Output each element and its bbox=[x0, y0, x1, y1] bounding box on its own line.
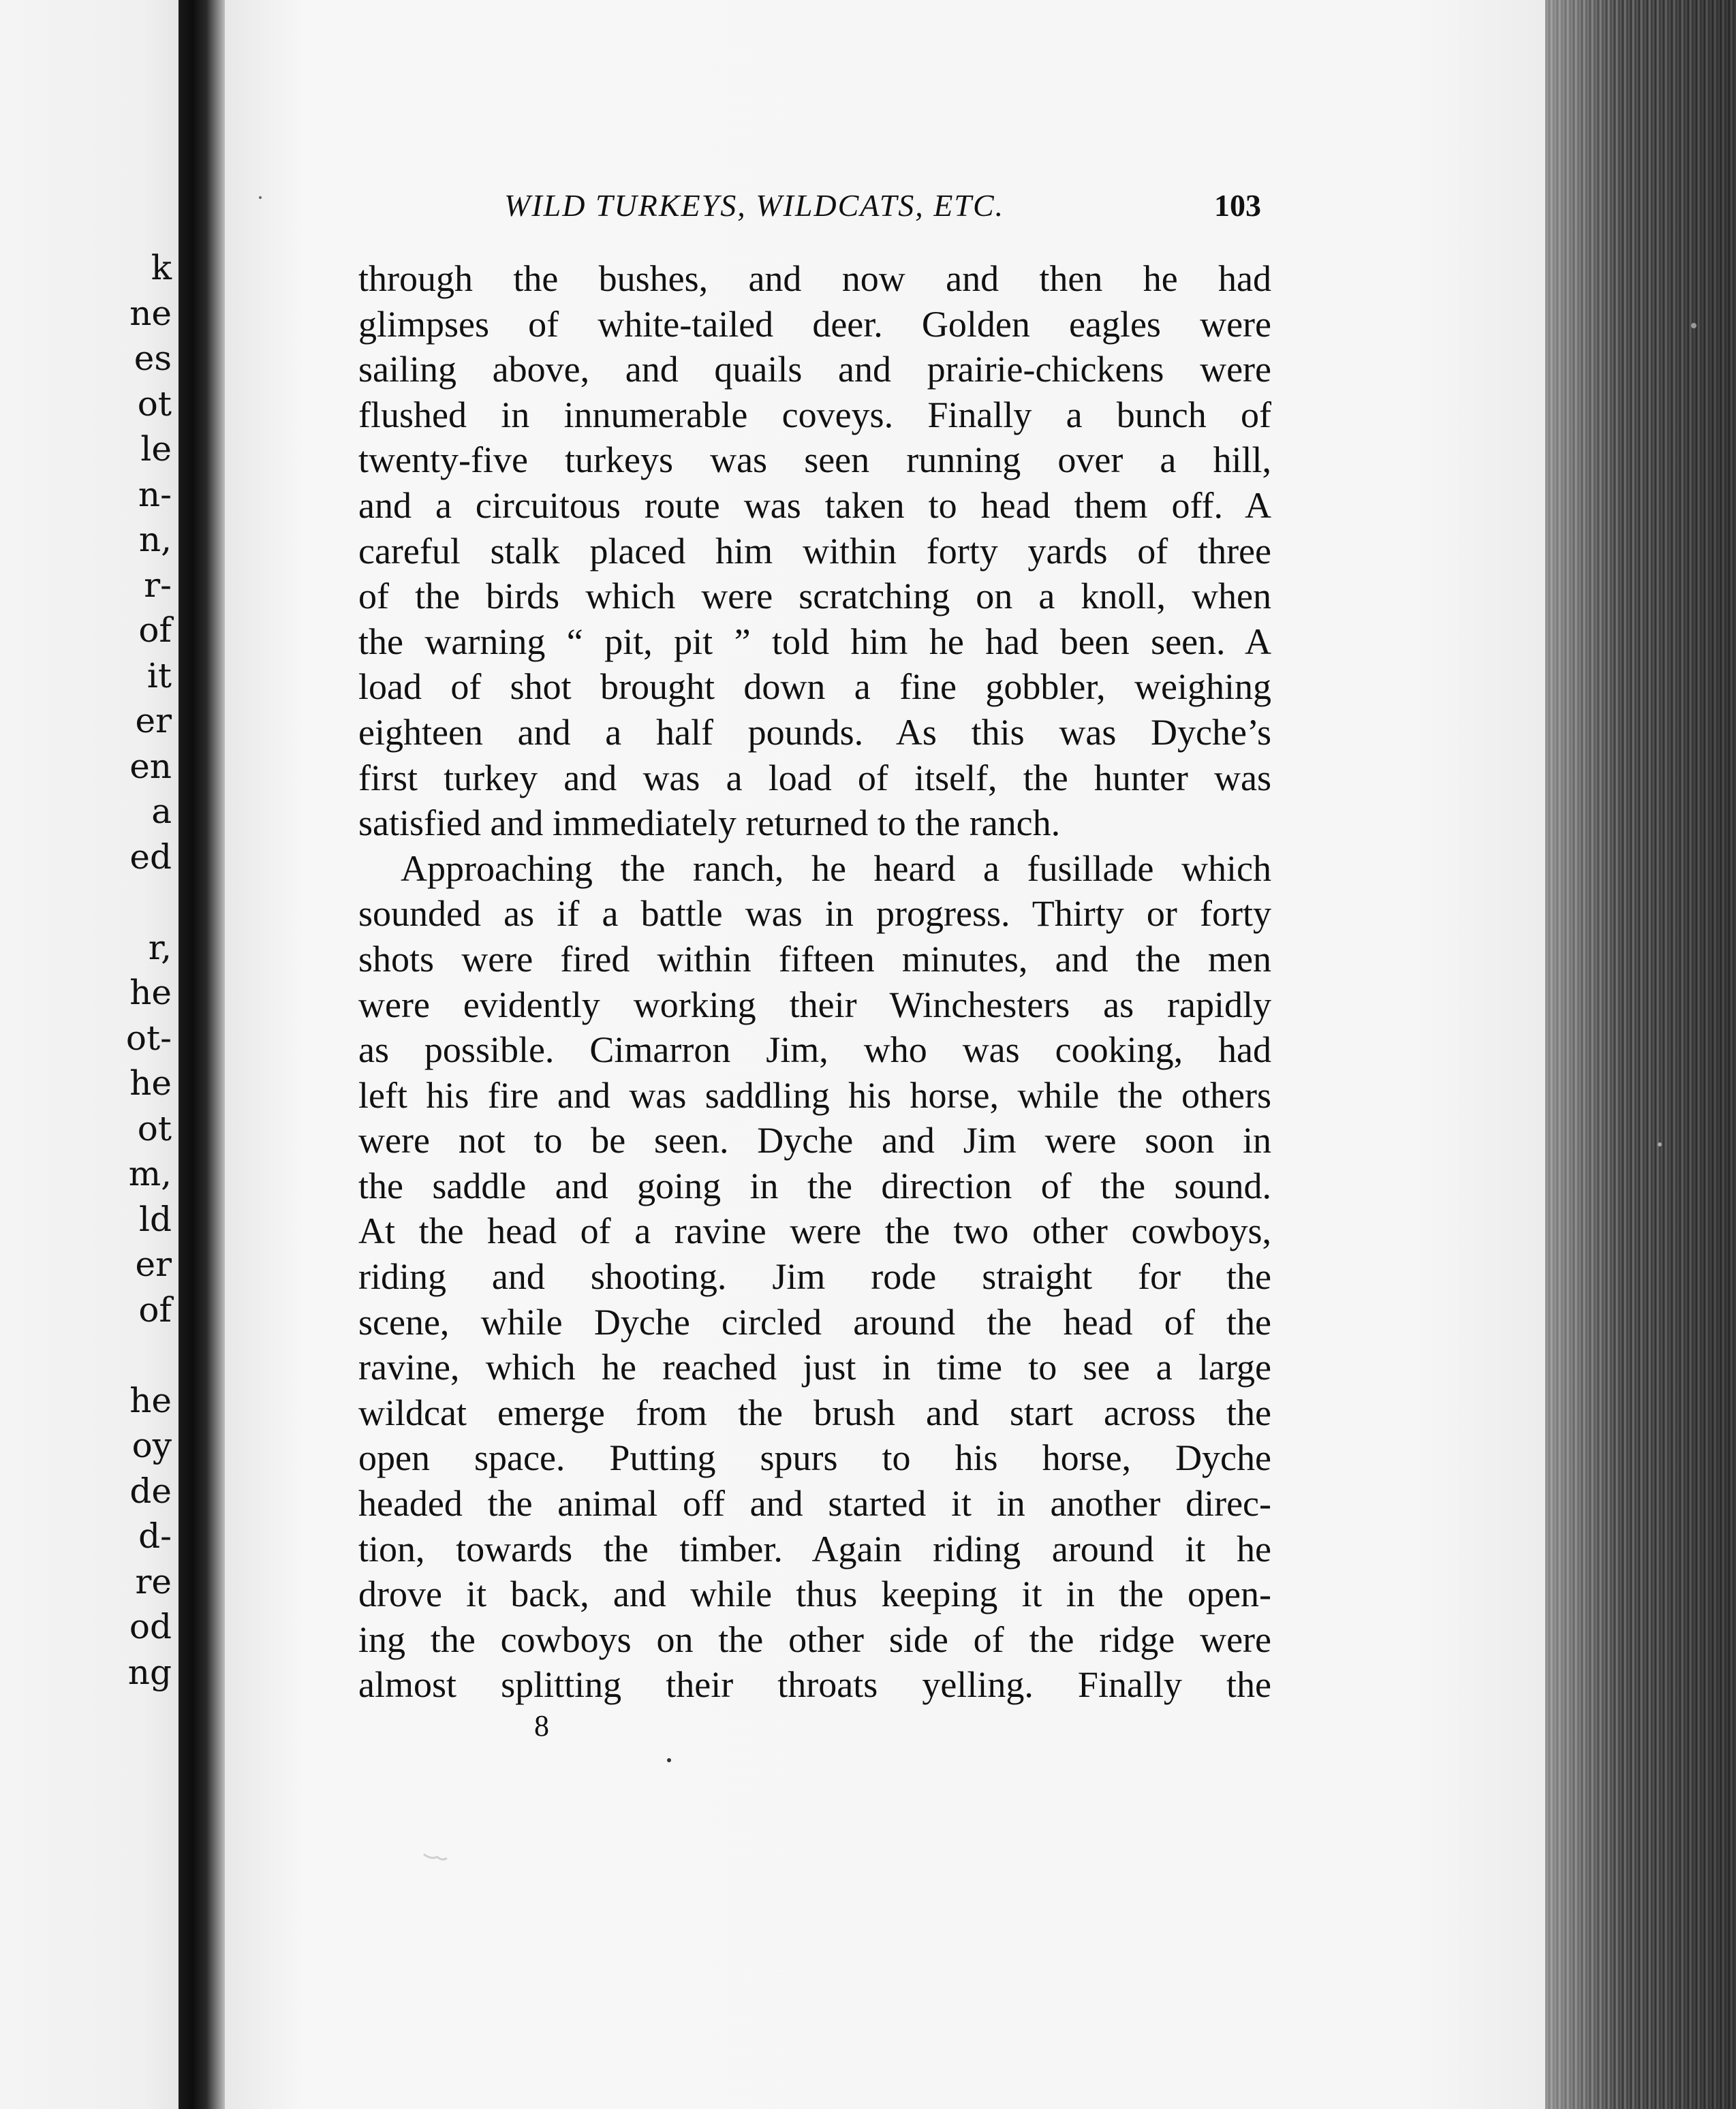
text-line: of the birds which were scratching on a knoll, when bbox=[358, 576, 1271, 617]
facing-page-fragment: a bbox=[151, 792, 172, 831]
facing-page-fragment: d- bbox=[138, 1516, 172, 1556]
facing-page-fragment: m, bbox=[128, 1154, 172, 1193]
facing-page-fragment: es bbox=[134, 339, 172, 378]
text-line: scene, while Dyche circled around the head of the bbox=[358, 1301, 1271, 1343]
facing-page-fragment: le bbox=[140, 429, 172, 469]
running-head: WILD TURKEYS, WILDCATS, ETC. bbox=[504, 188, 1005, 223]
text-line: glimpses of white-tailed deer. Golden eagles were bbox=[358, 303, 1271, 345]
facing-page-fragment: of bbox=[138, 610, 172, 650]
facing-page-fragment: er bbox=[135, 1245, 172, 1284]
text-line: first turkey and was a load of itself, the hunter was bbox=[358, 757, 1271, 798]
text-line: ravine, which he reached just in time to see a large bbox=[358, 1347, 1271, 1388]
facing-page-fragment: ne bbox=[129, 293, 172, 333]
facing-page-fragment: n- bbox=[138, 474, 172, 514]
facing-page-fragment: en bbox=[129, 746, 172, 786]
text-line: shots were fired within fifteen minutes, and the men bbox=[358, 938, 1271, 980]
facing-page-fragment: od bbox=[129, 1607, 172, 1646]
text-line: careful stalk placed him within forty yards of three bbox=[358, 530, 1271, 572]
body-text bbox=[358, 256, 1271, 1708]
facing-page-fragment: r, bbox=[148, 927, 172, 967]
text-line: almost splitting their throats yelling. Finally the bbox=[358, 1664, 1271, 1706]
facing-page-fragment: k bbox=[151, 248, 172, 287]
facing-page-fragment bbox=[0, 879, 179, 925]
text-line: as possible. Cimarron Jim, who was cooking, had bbox=[358, 1029, 1271, 1071]
text-line: tion, towards the timber. Again riding around it he bbox=[358, 1528, 1271, 1569]
facing-page-fragment: re bbox=[135, 1561, 172, 1602]
text-line: flushed in innumerable coveys. Finally a bunch of bbox=[358, 394, 1271, 435]
text-line: were evidently working their Winchesters as rapidly bbox=[358, 984, 1271, 1025]
facing-page-fragment: ld bbox=[139, 1199, 172, 1239]
text-line: riding and shooting. Jim rode straight for the bbox=[358, 1256, 1271, 1298]
facing-page-fragment: r- bbox=[144, 565, 172, 605]
facing-page-fragment: he bbox=[129, 1380, 172, 1420]
text-line: through the bushes, and now and then he had bbox=[358, 258, 1271, 299]
page-number: 103 bbox=[1214, 188, 1261, 223]
facing-page-fragment: ot bbox=[137, 384, 172, 424]
facing-page-text bbox=[0, 245, 179, 1695]
text-line: left his fire and was saddling his horse, while the others bbox=[358, 1074, 1271, 1116]
facing-page-fragment: de bbox=[129, 1471, 172, 1511]
book-gutter bbox=[179, 0, 225, 2109]
facing-page-left bbox=[0, 0, 179, 2109]
text-line: At the head of a ravine were the two other cowboys, bbox=[358, 1210, 1271, 1252]
text-line: Approaching the ranch, he heard a fusillade which bbox=[401, 847, 1271, 889]
signature-mark: 8 bbox=[534, 1709, 549, 1743]
text-line: load of shot brought down a fine gobbler, weighing bbox=[358, 666, 1271, 708]
text-line: the saddle and going in the direction of the sound. bbox=[358, 1165, 1271, 1206]
text-line: headed the animal off and started it in another direc- bbox=[358, 1483, 1271, 1525]
text-line: drove it back, and while thus keeping it in the open- bbox=[358, 1574, 1271, 1615]
facing-page-fragment: ed bbox=[129, 837, 172, 877]
text-line: and a circuitous route was taken to head them off. A bbox=[358, 484, 1271, 526]
facing-page-fragment: ot- bbox=[125, 1018, 172, 1058]
facing-page-fragment: it bbox=[146, 655, 172, 696]
facing-page-fragment bbox=[0, 1332, 179, 1378]
text-line: ing the cowboys on the other side of the ridge were bbox=[358, 1619, 1271, 1660]
text-line: satisfied and immediately returned to the ranch. bbox=[358, 802, 1061, 844]
facing-page-fragment: n, bbox=[138, 520, 172, 559]
text-line: wildcat emerge from the brush and start across the bbox=[358, 1392, 1271, 1433]
text-line: sounded as if a battle was in progress. Thirty or forty bbox=[358, 893, 1271, 935]
facing-page-fragment: of bbox=[138, 1290, 172, 1330]
facing-page-fragment: he bbox=[129, 1063, 172, 1103]
facing-page-fragment: er bbox=[135, 701, 172, 740]
text-line: open space. Putting spurs to his horse, Dyche bbox=[358, 1437, 1271, 1479]
text-line: were not to be seen. Dyche and Jim were soon in bbox=[358, 1120, 1271, 1161]
text-line: the warning “ pit, pit ” told him he had been seen. A bbox=[358, 621, 1271, 662]
facing-page-fragment: ng bbox=[127, 1652, 172, 1692]
text-line: twenty-five turkeys was seen running over a hill, bbox=[358, 439, 1271, 481]
facing-page-fragment: oy bbox=[131, 1426, 172, 1465]
text-line: sailing above, and quails and prairie-chickens were bbox=[358, 349, 1271, 390]
text-line: eighteen and a half pounds. As this was Dyche’s bbox=[358, 711, 1271, 753]
page-edges-shading bbox=[1545, 0, 1736, 2109]
facing-page-fragment: he bbox=[129, 973, 172, 1012]
facing-page-fragment: ot bbox=[137, 1108, 172, 1149]
